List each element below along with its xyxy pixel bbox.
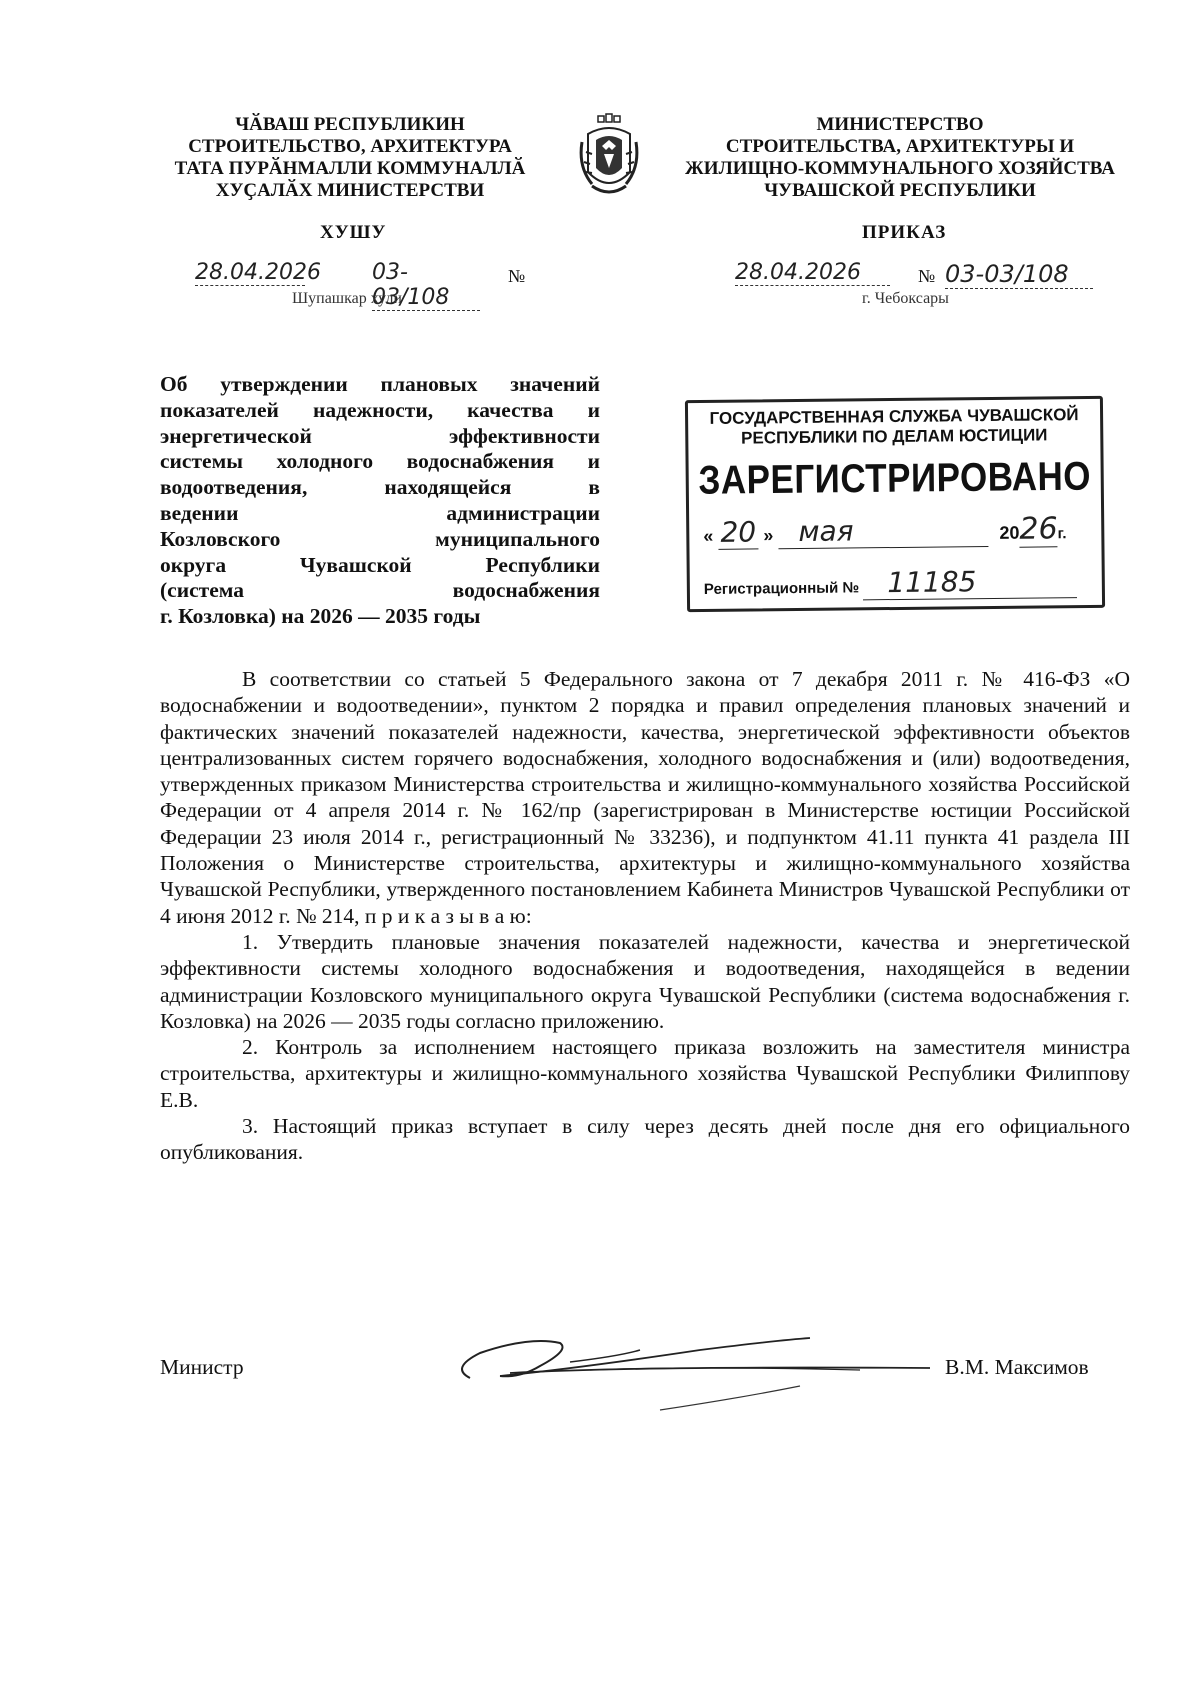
title-line: энергетической эффективности bbox=[160, 423, 600, 448]
title-line: Козловского муниципального bbox=[160, 526, 600, 551]
header-left-line: СТРОИТЕЛЬСТВО, АРХИТЕКТУРА bbox=[188, 136, 512, 157]
left-date: 28.04.2026 bbox=[195, 260, 321, 285]
header-right-org bbox=[665, 114, 1135, 202]
title-line: округа Чувашской Республики bbox=[160, 552, 600, 577]
header-right-line: СТРОИТЕЛЬСТВА, АРХИТЕКТУРЫ И bbox=[725, 136, 1075, 157]
stamp-registered: ЗАРЕГИСТРИРОВАНО bbox=[698, 453, 1092, 503]
stamp-quote-close: » bbox=[763, 525, 774, 546]
title-line: системы холодного водоснабжения и bbox=[160, 449, 600, 474]
doctype-right: ПРИКАЗ bbox=[862, 222, 947, 243]
right-number: 03-03/108 bbox=[945, 260, 1093, 289]
stamp-day: 20 bbox=[718, 515, 758, 549]
body-paragraph: 2. Контроль за исполнением настоящего приказа возложить на заместителя министра строительства, архитектуры и жилищно-коммунального хозяйства Чувашской Республики Филиппову Е.В. bbox=[160, 1035, 1130, 1112]
title-line: (система водоснабжения bbox=[160, 578, 600, 603]
signer-name: В.М. Максимов bbox=[945, 1355, 1089, 1379]
stamp-date-row bbox=[703, 511, 1101, 550]
title-line: водоотведения, находящейся в bbox=[160, 475, 600, 500]
header-left-line: ЧӐВАШ РЕСПУБЛИКИН bbox=[235, 114, 465, 135]
stamp-year-prefix: 20 bbox=[999, 522, 1020, 543]
stamp-year-g: г. bbox=[1057, 525, 1067, 543]
stamp-reg-label: Регистрационный № bbox=[703, 579, 860, 599]
header-right-line: ЧУВАШСКОЙ РЕСПУБЛИКИ bbox=[764, 180, 1036, 201]
document-title bbox=[160, 372, 600, 630]
left-number: 03-03/108 bbox=[372, 260, 480, 311]
stamp-year-suffix: 26 bbox=[1019, 511, 1058, 547]
body-paragraph: 3. Настоящий приказ вступает в силу через десять дней после дня его официального опубликования. bbox=[160, 1114, 1130, 1165]
doctype-left: ХУШУ bbox=[320, 222, 387, 243]
header-left-line: ХУҪАЛӐХ МИНИСТЕРСТВИ bbox=[215, 180, 485, 201]
left-city: Шупашкар хули bbox=[292, 290, 402, 307]
right-no-sign: № bbox=[918, 266, 936, 286]
title-line: показателей надежности, качества и bbox=[160, 397, 600, 422]
stamp-line1: ГОСУДАРСТВЕННАЯ СЛУЖБА ЧУВАШСКОЙ bbox=[709, 405, 1079, 428]
registration-stamp bbox=[685, 396, 1105, 612]
header-right-line: МИНИСТЕРСТВО bbox=[816, 114, 984, 135]
header-right-line: ЖИЛИЩНО-КОММУНАЛЬНОГО ХОЗЯЙСТВА bbox=[685, 158, 1115, 179]
right-date: 28.04.2026 bbox=[735, 260, 890, 286]
left-no-sign: № bbox=[508, 266, 526, 286]
title-line: Об утверждении плановых значений bbox=[160, 372, 600, 396]
title-line: г. Козловка) на 2026 — 2035 годы bbox=[160, 604, 481, 629]
stamp-reg-number: 11185 bbox=[863, 564, 1077, 600]
stamp-month: мая bbox=[778, 513, 988, 549]
header-left-line: ТАТА ПУРӐНМАЛЛИ КОММУНАЛЛӐ bbox=[174, 158, 526, 179]
document-body bbox=[160, 666, 1130, 1166]
chuvash-emblem-icon bbox=[578, 112, 640, 204]
stamp-line2: РЕСПУБЛИКИ ПО ДЕЛАМ ЮСТИЦИИ bbox=[741, 425, 1048, 448]
handwritten-signature-icon bbox=[440, 1318, 940, 1418]
body-paragraph: В соответствии со статьей 5 Федерального закона от 7 декабря 2011 г. № 416-ФЗ «О водоснабжении и водоотведении», пунктом 2 порядка и правил определения плановых значений и фактических значений показателей надежности, качества, энергетической эффективности объектов централизованных систем горячего водоснабжения, холодного водоснабжения и (или) водоотведения, утвержденных приказом Министерства строительства и жилищно-коммунального хозяйства Российской Федерации от 4 апреля 2014 г. № 162/пр (зарегистрирован в Министерстве юстиции Российской Федерации 23 июля 2014 г., регистрационный № 33236), и подпунктом 41.11 пункта 41 раздела III Положения о Министерстве строительства, архитектуры и жилищно-коммунального хозяйства Чувашской Республики, утвержденного постановлением Кабинета Министров Чувашской Республики от 4 июня 2012 г. № 214, п р и к а з ы в а ю: bbox=[160, 667, 1130, 928]
right-city: г. Чебоксары bbox=[862, 290, 949, 307]
title-line: ведении администрации bbox=[160, 500, 600, 525]
body-paragraph: 1. Утвердить плановые значения показателей надежности, качества и энергетической эффективности системы холодного водоснабжения и водоотведения, находящейся в ведении администрации Козловского муниципального округа Чувашской Республики (система водоснабжения г. Козловка) на 2026 — 2035 годы согласно приложению. bbox=[160, 929, 1130, 1033]
stamp-quote-open: « bbox=[703, 525, 714, 547]
header-left-org bbox=[150, 114, 550, 202]
stamp-reg-row bbox=[704, 564, 1102, 602]
signer-title: Министр bbox=[160, 1355, 244, 1379]
